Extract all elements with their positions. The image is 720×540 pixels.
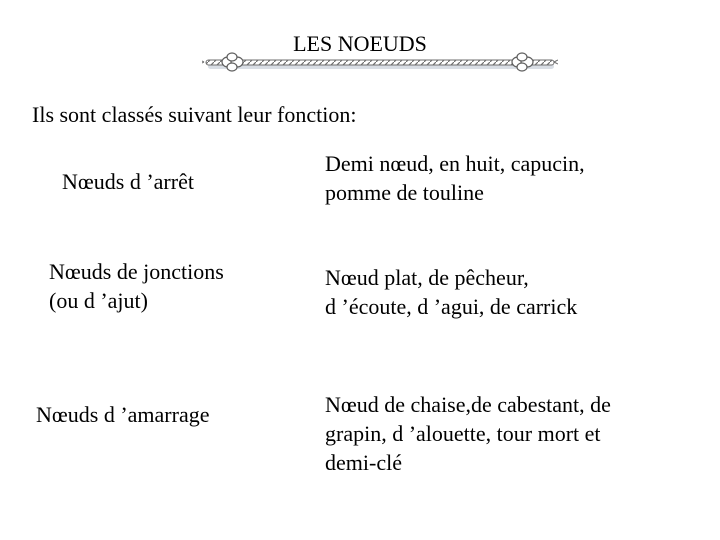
rope-divider-icon (202, 50, 558, 76)
example-line: demi-clé (325, 450, 402, 475)
example-line: pomme de touline (325, 180, 484, 205)
category-joining-knots (49, 257, 224, 315)
example-line: Nœud plat, de pêcheur, (325, 265, 529, 290)
category-line: Nœuds d ’arrêt (62, 169, 194, 194)
example-line: Nœud de chaise,de cabestant, de (325, 392, 611, 417)
example-line: d ’écoute, d ’agui, de carrick (325, 294, 578, 319)
category-line: (ou d ’ajut) (49, 288, 148, 313)
examples-stopper-knots (325, 149, 585, 207)
category-line: Nœuds d ’amarrage (36, 402, 210, 427)
example-line: Demi nœud, en huit, capucin, (325, 151, 585, 176)
example-line: grapin, d ’alouette, tour mort et (325, 421, 601, 446)
examples-joining-knots (325, 263, 577, 321)
category-mooring-knots (36, 400, 210, 429)
subtitle: Ils sont classés suivant leur fonction: (32, 102, 357, 127)
examples-mooring-knots (325, 390, 611, 477)
category-stopper-knots (62, 167, 194, 196)
slide-title: LES NOEUDS (293, 31, 427, 56)
category-line: Nœuds de jonctions (49, 259, 224, 284)
